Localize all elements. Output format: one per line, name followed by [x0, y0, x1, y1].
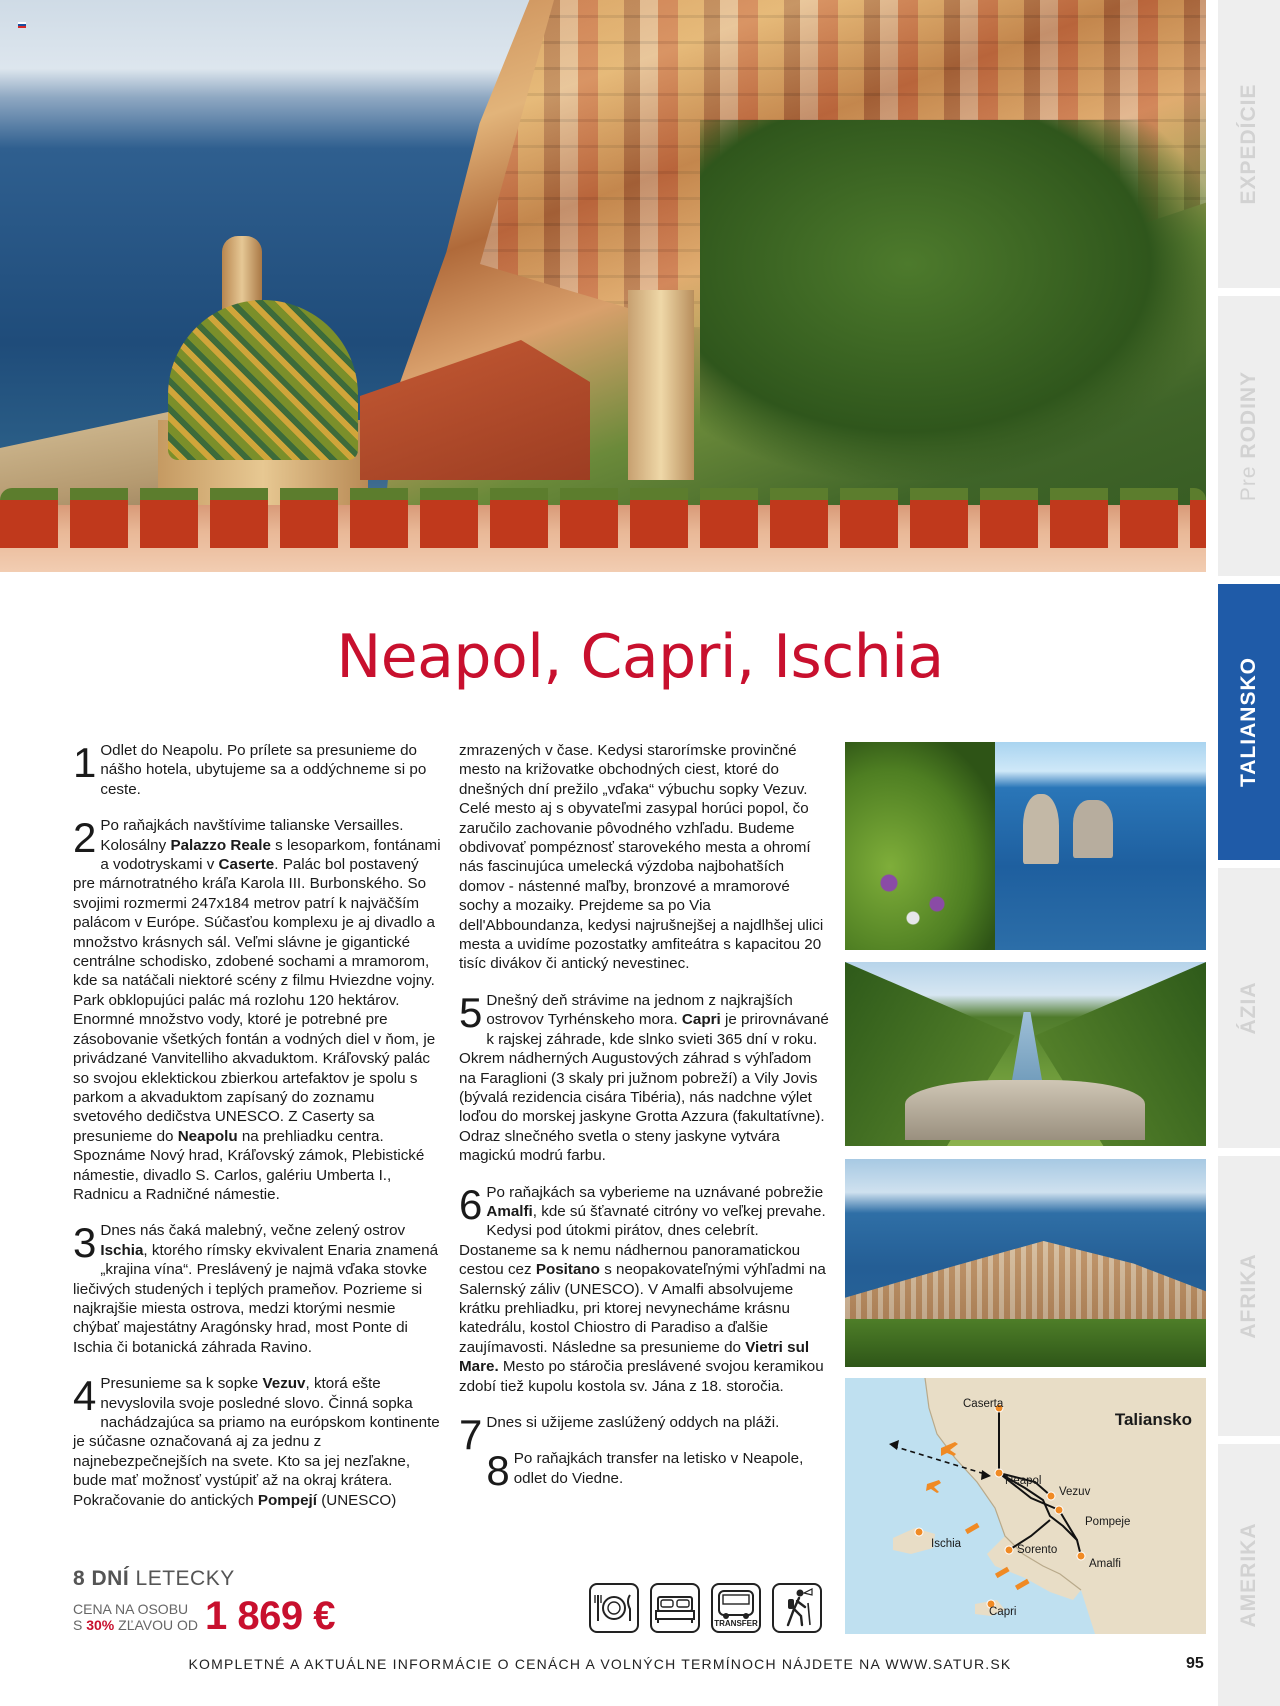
- ferry-icon: [1015, 1579, 1030, 1590]
- map-island-ischia: [893, 1528, 935, 1554]
- map-label-ischia: Ischia: [931, 1538, 962, 1550]
- day-text: Po raňajkách transfer na letisko v Neapole, odlet do Viedne.: [513, 1450, 804, 1487]
- itinerary-column-middle: [459, 741, 829, 1505]
- page-title: Neapol, Capri, Ischia: [336, 622, 944, 692]
- day-number: 7: [459, 1411, 483, 1458]
- itinerary-day-4: [73, 1374, 443, 1510]
- map-label-caserta: Caserta: [963, 1398, 1004, 1410]
- side-tab-afrika[interactable]: [1218, 1156, 1280, 1436]
- price-label-rest: ZĽAVOU OD: [114, 1617, 199, 1633]
- itinerary-day-6: [459, 1180, 829, 1396]
- itinerary-day-5: [459, 988, 829, 1166]
- photo-greenery: [845, 1319, 1206, 1367]
- side-tab-label-prefix: Pre: [1237, 465, 1260, 502]
- itinerary-column-left: [73, 741, 443, 1527]
- hero-dome-lantern: [222, 236, 262, 310]
- map-label-amalfi: Amalfi: [1089, 1558, 1121, 1570]
- day-number: 6: [459, 1180, 483, 1228]
- side-tab-label: EXPEDÍCIE: [1237, 83, 1260, 205]
- hiking-icon-drawing: [774, 1585, 820, 1631]
- itinerary-day-4-continued: [459, 741, 829, 974]
- day-number: 2: [73, 814, 97, 862]
- photo-rock: [1073, 800, 1113, 858]
- photo-flowers: [865, 862, 985, 932]
- day-text: zmrazených v čase. Kedysi starorímske provinčné mesto na križovatke obchodných ciest, ktoré do dnešných dní prežilo „vďaka“ výbuchu sopky Vezuv. Celé mesto aj s obyvateľmi zasypal horúci popol, čo zaručilo zachovanie pôvodného vzhľadu. Budeme obdivovať pompéznosť starovekého mesta a ohromí nás fascinujúca umelecká výzdoba najbohatších domov - nástenné maľby, bronzové a mramorové sochy a mozaiky. Prejdeme sa po Via dell'Abboundanza, kedysi najrušnejšej a najdlhšej ulici mesta a uvidíme pozostatky amfiteátra s kapacitou 20 tisíc divákov či antický nevestinec.: [459, 742, 824, 973]
- price-label-line2: [73, 1617, 198, 1633]
- day-number: 1: [73, 739, 97, 786]
- trip-duration: [73, 1567, 235, 1591]
- map-label-capri: Capri: [989, 1606, 1017, 1618]
- hiking-icon: [772, 1583, 822, 1633]
- hero-majolica-dome: [168, 300, 358, 460]
- photo-rock: [1023, 794, 1059, 864]
- price-label-s: S: [73, 1617, 87, 1633]
- flag-icon: [18, 22, 26, 28]
- itinerary-day-2: [73, 816, 443, 1204]
- day-number: 5: [459, 988, 483, 1036]
- itinerary-day-3: [73, 1221, 443, 1357]
- page-number: 95: [1186, 1655, 1204, 1672]
- plane-icon: [926, 1480, 941, 1493]
- side-tab-label: ÁZIA: [1237, 981, 1260, 1035]
- ferry-icon: [965, 1523, 980, 1534]
- hero-photo-positano: [0, 0, 1206, 572]
- map-title: Taliansko: [1114, 1410, 1192, 1429]
- side-tab-azia[interactable]: [1218, 868, 1280, 1148]
- route-map: [845, 1378, 1206, 1634]
- day-text: Dnes nás čaká malebný, večne zelený ostrov Ischia, ktorého rímsky ekvivalent Enaria znamená „krajina vína“. Preslávený je najmä vďaka stovke liečivých studených i teplých prameňov. Pozrieme si najkrajšie miesta ostrova, medzi ktorými nesmie chýbať majestátny Aragónsky hrad, most Ponte di Ischia či botanická záhrada Ravino.: [73, 1222, 439, 1356]
- hotel-bed-icon-drawing: [652, 1585, 698, 1631]
- side-tab-label: TALIANSKO: [1237, 657, 1260, 787]
- hero-flower-pots: [0, 500, 1206, 548]
- side-tab-label: AMERIKA: [1237, 1522, 1260, 1628]
- hero-greenery: [700, 120, 1206, 480]
- day-number: 3: [73, 1219, 97, 1267]
- transfer-label: TRANSFER: [714, 1619, 758, 1628]
- map-arrow-icon: [889, 1440, 899, 1450]
- duration-mode: LETECKY: [129, 1567, 235, 1590]
- meals-icon-drawing: [591, 1585, 637, 1631]
- itinerary-day-1: [73, 741, 443, 799]
- photo-fountain: [905, 1080, 1145, 1140]
- price-label-line1: CENA NA OSOBU: [73, 1601, 189, 1617]
- itinerary-day-7: [459, 1411, 829, 1458]
- map-label-vezuv: Vezuv: [1059, 1486, 1091, 1498]
- hero-church-roof: [360, 340, 590, 480]
- photo-coastal-town: [845, 1159, 1206, 1367]
- discount-percent: 30%: [86, 1617, 115, 1633]
- bus-transfer-icon: [711, 1583, 761, 1633]
- day-number: 4: [73, 1372, 97, 1420]
- price-label: [73, 1601, 198, 1633]
- side-tab-label: [1237, 371, 1261, 501]
- side-tab-label: AFRIKA: [1237, 1253, 1260, 1339]
- footer-info-note: KOMPLETNÉ A AKTUÁLNE INFORMÁCIE O CENÁCH A VOLNÝCH TERMÍNOCH NÁJDETE NA WWW.SATUR.SK: [188, 1656, 1012, 1672]
- day-text: Dnes si užijeme zaslúžený oddych na pláži.: [486, 1414, 780, 1431]
- photo-capri-faraglioni: [845, 742, 1206, 950]
- map-label-sorento: Sorento: [1017, 1544, 1058, 1556]
- day-text: Dnešný deň strávime na jednom z najkrajších ostrovov Tyrhénskeho mora. Capri je prirovnávané k rajskej záhrade, kde slnko svieti 365 dní v roku. Okrem nádherných Augustových záhrad s výhľadom na Faraglioni (3 skaly pri južnom pobreží) a Vily Jovis (bývalá rezidencia cisára Tibéria), nás nadchne výlet loďou do morskej jaskyne Grotta Azzura (fakultatívne). Odraz slnečného svetla o steny jaskyne vytvára magickú modrú farbu.: [459, 991, 829, 1165]
- side-tab-label-main: RODINY: [1237, 370, 1260, 459]
- hero-bell-tower: [628, 290, 694, 480]
- price-value: 1 869 €: [205, 1594, 335, 1638]
- meals-icon: [589, 1583, 639, 1633]
- duration-days: 8 DNÍ: [73, 1567, 130, 1590]
- map-label-pompeje: Pompeje: [1085, 1516, 1131, 1528]
- side-tab-pre-rodiny[interactable]: [1218, 296, 1280, 576]
- itinerary-day-8: [459, 1447, 829, 1495]
- day-text: Po raňajkách navštívime talianske Versailles. Kolosálny Palazzo Reale s lesoparkom, fontánami a vodotryskami v Caserte. Palác bol postavený pre márnotratného kráľa Karola III. Burbonského. So svojimi rozmermi 247x184 metrov patrí k najväčším palácom v Európe. Súčasťou komplexu je aj divadlo a množstvo krásnych sál. Veľmi slávne je gigantické centrálne schodisko, zdobené sochami a mramorom, kde sa natáčali niektoré scény z filmu Hviezdne vojny. Park obklopujúci palác má rozlohu 120 hektárov. Enormné množstvo vody, ktoré je potrebné pre zásobovanie všetkých fontán a vodných diel v ňom, je privádzané Vanvitelliho akvaduktom. Kráľovský palác so svojou eklektickou zbierkou artefaktov je spolu s parkom a akvaduktom zapísaný do zoznamu svetového dedičstva UNESCO. Z Caserty sa presunieme do Neapolu na prehliadku centra. Spoznáme Nový hrad, Kráľovský zámok, Plebistické námestie, divadlo S. Carlos, galériu Umberta I., Radnicu a Radničné námestie.: [73, 817, 441, 1203]
- photo-caserta-gardens: [845, 962, 1206, 1146]
- day-text: Po raňajkách sa vyberieme na uznávané pobrežie Amalfi, kde sú šťavnaté citróny vo veľkej prevahe. Kedysi pod útokmi pirátov, dnes celebrít. Dostaneme sa k nemu nádhernou panoramatickou cestou cez Positano s neopakovateľnými výhľadmi na Salernský záliv (UNESCO). V Amalfi absolvujeme krátku prehliadku, pri ktorej nevynecháme krásnu katedrálu, kostol Chiostro di Paradiso a ďalšie zaujímavosti. Následne sa presunieme do Vietri sul Mare. Mesto po stáročia preslávené svojou keramikou zdobí tiež kupolu kostola sv. Jána z 18. storočia.: [459, 1183, 826, 1395]
- day-number: 8: [486, 1447, 510, 1495]
- side-tab-expedicie[interactable]: [1218, 0, 1280, 288]
- map-label-neapol: Neapol: [1005, 1475, 1042, 1487]
- hotel-bed-icon: [650, 1583, 700, 1633]
- day-text: Odlet do Neapolu. Po prílete sa presunieme do nášho hotela, ubytujeme sa a oddýchneme si po ceste.: [100, 742, 427, 798]
- day-text: Presunieme sa k sopke Vezuv, ktorá ešte nevyslovila svoje posledné slovo. Činná sopka nachádzajúca sa priamo na európskom kontinente je súčasne označovaná aj za jednu z najnebezpečnejších na svete. Kto sa jej nezľakne, bude mať možnosť vystúpiť až na okraj krátera. Pokračovanie do antických Pompejí (UNESCO): [73, 1375, 440, 1509]
